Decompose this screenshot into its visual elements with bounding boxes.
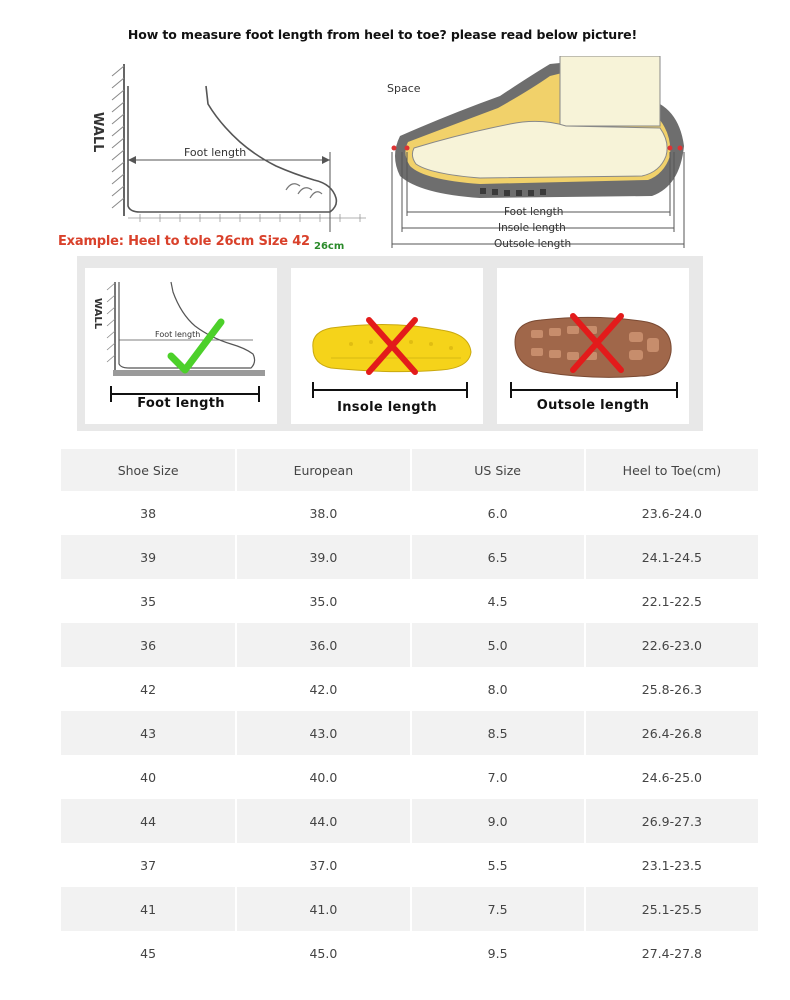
- cell-shoe-size: 38: [140, 505, 157, 521]
- header-european: European: [235, 449, 409, 491]
- table-row: [61, 579, 758, 623]
- size-table: [61, 449, 758, 975]
- cell-us-size: 7.0: [410, 755, 584, 799]
- wall-label: WALL: [90, 112, 105, 153]
- cell-shoe-size: 36: [61, 623, 235, 667]
- measurement-label: 26cm: [314, 241, 345, 252]
- panel-inner-label: Foot length: [155, 330, 201, 339]
- header-heel-to-toe: Heel to Toe(cm): [584, 449, 758, 491]
- cell-heel-to-toe: 26.9-27.3: [584, 799, 758, 843]
- cell-shoe-size: 41: [61, 887, 235, 931]
- cell-us-size: 6.0: [410, 491, 584, 535]
- cell-us-size: 5.0: [410, 623, 584, 667]
- cell-european: 39.0: [235, 535, 409, 579]
- cell-heel-to-toe: 27.4-27.8: [584, 931, 758, 975]
- cell-shoe-size: 42: [140, 681, 157, 697]
- cell-us-size: 6.5: [410, 535, 584, 579]
- cell-shoe-size: 35: [140, 593, 157, 609]
- cell-us-size: 9.5: [410, 931, 584, 975]
- panel-wall-label: WALL: [92, 298, 103, 330]
- shoe-section-illustration: [380, 56, 700, 256]
- cell-us-size: 8.0: [410, 667, 584, 711]
- cell-us-size: 7.5: [410, 887, 584, 931]
- table-row: [61, 931, 758, 975]
- cell-european: 36.0: [235, 623, 409, 667]
- shoe-outsole-length-label: Outsole length: [494, 238, 572, 250]
- table-row: [61, 491, 758, 535]
- cell-european: 45.0: [235, 931, 409, 975]
- cell-us-size: 4.5: [410, 579, 584, 623]
- panel-foot-length: [85, 268, 277, 424]
- table-header-row: [61, 449, 758, 491]
- cell-heel-to-toe: 24.6-25.0: [584, 755, 758, 799]
- table-row: [61, 667, 758, 711]
- table-row: [61, 843, 758, 887]
- foot-wall-illustration: [80, 56, 380, 256]
- cell-shoe-size: 37: [140, 857, 157, 873]
- cell-shoe-size: 40: [140, 769, 157, 785]
- page-title: How to measure foot length from heel to toe? please read below picture!: [127, 27, 638, 42]
- panel-caption-insole-length: Insole length: [337, 400, 437, 415]
- shoe-foot-length-label: Foot length: [504, 206, 564, 218]
- panel-caption-outsole-length: Outsole length: [536, 398, 650, 413]
- foot-length-label: Foot length: [184, 146, 247, 159]
- header-shoe-size: Shoe Size: [61, 449, 235, 491]
- cell-european: 42.0: [235, 667, 409, 711]
- table-row: [61, 799, 758, 843]
- panel-insole-length: [291, 268, 483, 424]
- cell-heel-to-toe: 25.8-26.3: [584, 667, 758, 711]
- shoe-section-diagram: [380, 56, 700, 256]
- cell-us-size: 9.0: [410, 799, 584, 843]
- cell-european: 41.0: [235, 887, 409, 931]
- example-text: Example: Heel to tole 26cm Size 42: [58, 234, 310, 249]
- table-row: [61, 535, 758, 579]
- shoe-insole-length-label: Insole length: [498, 222, 566, 234]
- cell-european: 38.0: [235, 491, 409, 535]
- foot-wall-diagram: [80, 56, 380, 256]
- panel-outsole-length: [497, 268, 689, 424]
- table-row: [61, 887, 758, 931]
- cell-heel-to-toe: 25.1-25.5: [584, 887, 758, 931]
- cell-heel-to-toe: 23.1-23.5: [584, 843, 758, 887]
- header-us-size: US Size: [410, 449, 584, 491]
- cell-us-size: 5.5: [410, 843, 584, 887]
- cell-heel-to-toe: 26.4-26.8: [584, 711, 758, 755]
- cell-shoe-size: 43: [61, 711, 235, 755]
- table-row: [61, 755, 758, 799]
- cell-european: 35.0: [235, 579, 409, 623]
- cell-european: 44.0: [235, 799, 409, 843]
- cell-european: 40.0: [235, 755, 409, 799]
- cell-heel-to-toe: 22.1-22.5: [584, 579, 758, 623]
- cell-shoe-size: 45: [140, 945, 157, 961]
- cell-european: 43.0: [235, 711, 409, 755]
- space-label: Space: [387, 82, 421, 95]
- cell-us-size: 8.5: [410, 711, 584, 755]
- table-row: [61, 623, 758, 667]
- cell-shoe-size: 44: [61, 799, 235, 843]
- table-row: [61, 711, 758, 755]
- measurement-comparison-strip: [77, 256, 703, 431]
- cell-heel-to-toe: 24.1-24.5: [584, 535, 758, 579]
- cell-european: 37.0: [235, 843, 409, 887]
- cell-shoe-size: 39: [61, 535, 235, 579]
- panel-caption-foot-length: Foot length: [137, 396, 225, 411]
- cell-heel-to-toe: 23.6-24.0: [584, 491, 758, 535]
- cell-heel-to-toe: 22.6-23.0: [584, 623, 758, 667]
